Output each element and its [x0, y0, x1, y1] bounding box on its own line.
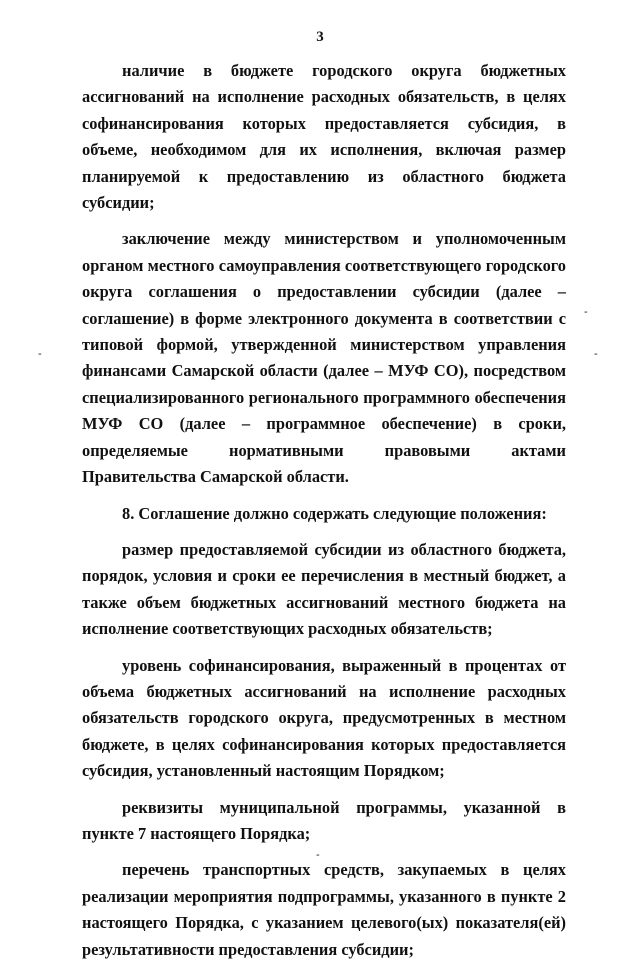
- document-body: [82, 58, 566, 963]
- scan-mark-right: -: [594, 348, 598, 360]
- paragraph-program-details: реквизиты муниципальной программы, указанной в пункте 7 настоящего Порядка;: [82, 797, 566, 843]
- paragraph-vehicle-list: перечень транспортных средств, закупаемых в целях реализации мероприятия подпрограммы, указанного в пункте 2 настоящего Порядка, с указанием целевого(ых) показателя(ей) результативности предоставления субсидии;: [82, 860, 566, 959]
- scan-mark-bottom: -: [316, 849, 320, 861]
- scan-mark-right-upper: -: [584, 306, 588, 318]
- paragraph-item-8: 8. Соглашение должно содержать следующие положения:: [122, 503, 547, 523]
- paragraph-subsidy-size: размер предоставляемой субсидии из областного бюджета, порядок, условия и сроки ее перечисления в местный бюджет, а также объем бюджетных ассигнований местного бюджета на исполнение соответствующих расходных обязательств;: [82, 539, 566, 639]
- paragraph-budget-availability: наличие в бюджете городского округа бюджетных ассигнований на исполнение расходных обязательств, в целях софинансирования которых предоставляется субсидия, в объеме, необходимом для их исполнения, включая размер планируемой к предоставлению из областного бюджета субсидии;: [82, 61, 566, 213]
- paragraph-cofinancing-level: уровень софинансирования, выраженный в процентах от объема бюджетных ассигнований на исполнение расходных обязательств городского округа, предусмотренных в местном бюджете, в целях софинансирования которых предоставляется субсидия, установленный настоящим Порядком;: [82, 655, 566, 781]
- page-number: 3: [316, 29, 324, 45]
- scan-mark-left: -: [38, 348, 42, 360]
- paragraph-agreement-conclusion: заключение между министерством и уполномоченным органом местного самоуправления соответствующего городского округа соглашения о предоставлении субсидии (далее – соглашение) в форме электронного документа в соответствии с типовой формой, утвержденной министерством управления финансами Самарской области (далее – МУФ СО), посредством специализированного регионального программного обеспечения МУФ СО (далее – программное обеспечение) в сроки, определяемые нормативными правовыми актами Правительства Самарской области.: [82, 229, 566, 487]
